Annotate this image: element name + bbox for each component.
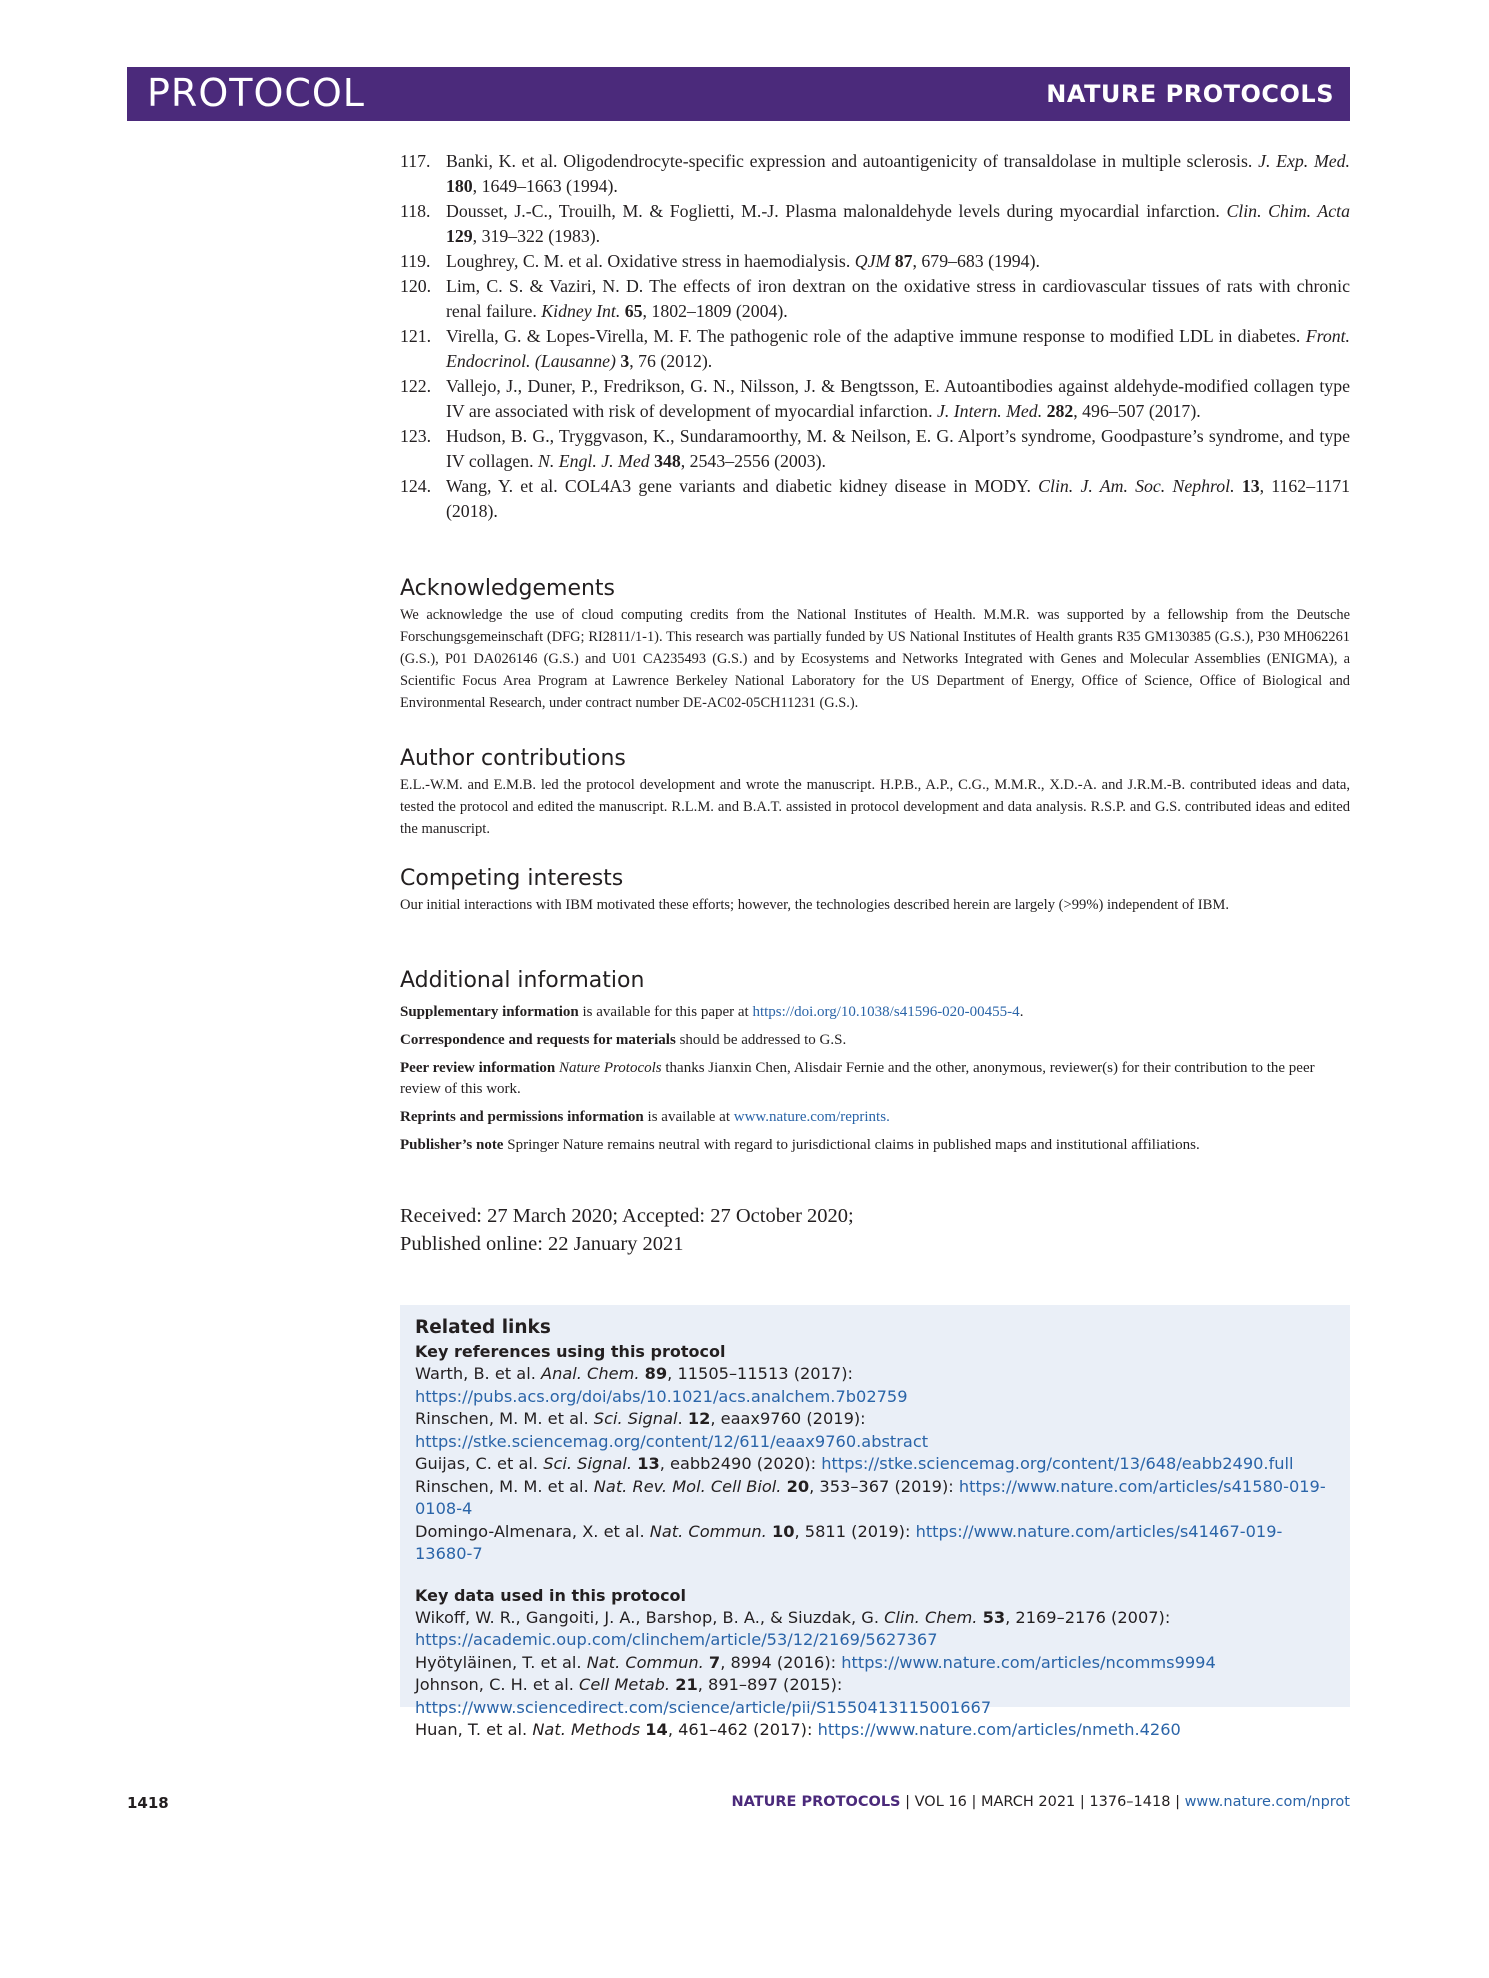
key-data-heading: Key data used in this protocol [415, 1585, 687, 1605]
reference-number: 119. [400, 251, 431, 271]
key-references-list [415, 1363, 1335, 1566]
reprints-information: Reprints and permissions information is available at www.nature.com/reprints. [400, 1109, 890, 1125]
reference-number: 120. [400, 276, 432, 296]
correspondence: Correspondence and requests for materials should be addressed to G.S. [400, 1032, 847, 1048]
reference-item [400, 374, 1350, 424]
reference-link[interactable]: https://www.nature.com/articles/s41467-019-13680-7 [415, 1521, 1283, 1563]
reference-text: Virella, G. & Lopes-Virella, M. F. The pathogenic role of the adaptive immune response to modified LDL in diabetes. Front. Endocrinol. (Lausanne) 3, 76 (2012). [446, 326, 1350, 371]
footer-pages: 1376–1418 [1089, 1794, 1171, 1810]
key-data-list [415, 1607, 1335, 1742]
footer-citation: NATURE PROTOCOLS | VOL 16 | MARCH 2021 | 1376–1418 | www.nature.com/nprot [731, 1794, 1350, 1810]
publication-dates [400, 1202, 854, 1258]
additional-information [400, 1002, 1350, 1163]
reference-link[interactable]: https://stke.sciencemag.org/content/12/611/eaax9760.abstract [415, 1431, 929, 1451]
reference-number: 122. [400, 376, 432, 396]
related-link-item: Hyötyläinen, T. et al. Nat. Commun. 7, 8994 (2016): https://www.nature.com/articles/ncomms9994 [415, 1652, 1216, 1672]
author-contributions-heading: Author contributions [400, 746, 626, 771]
related-link-item: Guijas, C. et al. Sci. Signal. 13, eabb2490 (2020): https://stke.sciencemag.org/content/13/648/eabb2490.full [415, 1454, 1294, 1473]
publisher-note: Publisher’s note Springer Nature remains neutral with regard to jurisdictional claims in published maps and institutional affiliations. [400, 1137, 1200, 1153]
related-link-item: Huan, T. et al. Nat. Methods 14, 461–462 (2017): https://www.nature.com/articles/nmeth.4260 [415, 1720, 1181, 1739]
page-number: 1418 [127, 1794, 169, 1812]
reference-number: 121. [400, 326, 432, 346]
reference-link[interactable]: https://pubs.acs.org/doi/abs/10.1021/acs.analchem.7b02759 [415, 1386, 908, 1406]
reference-item [400, 249, 1350, 274]
footer-date: MARCH 2021 [980, 1794, 1076, 1810]
reference-item [400, 474, 1350, 524]
section-label: PROTOCOL [147, 71, 365, 115]
reference-text: Wang, Y. et al. COL4A3 gene variants and diabetic kidney disease in MODY. Clin. J. Am. Soc. Nephrol. 13, 1162–1171 (2018). [446, 476, 1350, 521]
peer-review-information: Peer review information Nature Protocols thanks Jianxin Chen, Alisdair Fernie and the other, anonymous, reviewer(s) for their contribution to the peer review of this work. [400, 1060, 1315, 1097]
reference-item [400, 149, 1350, 199]
related-links-heading: Related links [415, 1317, 551, 1338]
reference-link[interactable]: https://academic.oup.com/clinchem/article/53/12/2169/5627367 [415, 1630, 938, 1649]
reference-item [400, 199, 1350, 249]
supplementary-information: Supplementary information is available for this paper at https://doi.org/10.1038/s41596-020-00455-4. [400, 1004, 1024, 1020]
author-contributions-text: E.L.-W.M. and E.M.B. led the protocol development and wrote the manuscript. H.P.B., A.P., C.G., M.M.R., X.D.-A. and J.R.M.-B. contributed ideas and data, tested the protocol and edited the manuscript. R.L.M. and B.A.T. assisted in protocol development and data analysis. R.S.P. and G.S. contributed ideas and edited the manuscript. [400, 777, 1350, 837]
reference-text: Lim, C. S. & Vaziri, N. D. The effects of iron dextran on the oxidative stress in cardiovascular tissues of rats with chronic renal failure. Kidney Int. 65, 1802–1809 (2004). [446, 276, 1350, 321]
related-link-item: Domingo-Almenara, X. et al. Nat. Commun. 10, 5811 (2019): https://www.nature.com/articles/s41467-019-13680-7 [415, 1521, 1283, 1563]
reference-item [400, 324, 1350, 374]
footer-journal: NATURE PROTOCOLS [731, 1794, 901, 1810]
reference-link[interactable]: https://stke.sciencemag.org/content/13/648/eabb2490.full [821, 1454, 1294, 1473]
reference-link[interactable]: https://www.nature.com/articles/nmeth.4260 [817, 1720, 1181, 1739]
related-link-item: Rinschen, M. M. et al. Nat. Rev. Mol. Cell Biol. 20, 353–367 (2019): https://www.nature.com/articles/s41580-019-0108-4 [415, 1476, 1326, 1518]
reference-text: Loughrey, C. M. et al. Oxidative stress in haemodialysis. QJM 87, 679–683 (1994). [446, 251, 1040, 271]
reference-number: 117. [400, 151, 431, 171]
reference-text: Hudson, B. G., Tryggvason, K., Sundaramoorthy, M. & Neilson, E. G. Alport’s syndrome, Goodpasture’s syndrome, and type IV collagen. N. Engl. J. Med 348, 2543–2556 (2003). [446, 426, 1350, 471]
reference-number: 118. [400, 201, 431, 221]
reference-link[interactable]: https://www.sciencedirect.com/science/article/pii/S1550413115001667 [415, 1697, 992, 1717]
additional-information-heading: Additional information [400, 968, 645, 993]
related-link-item: Wikoff, W. R., Gangoiti, J. A., Barshop, B. A., & Siuzdak, G. Clin. Chem. 53, 2169–2176 (2007): https://academic.oup.com/clinchem/article/53/12/2169/5627367 [415, 1607, 1171, 1649]
key-references-heading: Key references using this protocol [415, 1342, 726, 1361]
received-accepted-dates: Received: 27 March 2020; Accepted: 27 October 2020; [400, 1205, 854, 1227]
published-online-date: Published online: 22 January 2021 [400, 1233, 684, 1255]
footer-volume: VOL 16 [914, 1794, 967, 1810]
reference-link[interactable]: https://www.nature.com/articles/ncomms9994 [841, 1652, 1216, 1672]
reference-number: 124. [400, 476, 432, 496]
related-link-item: Rinschen, M. M. et al. Sci. Signal. 12, eaax9760 (2019): https://stke.sciencemag.org/content/12/611/eaax9760.abstract [415, 1409, 929, 1451]
page-header [127, 67, 1350, 121]
reference-text: Banki, K. et al. Oligodendrocyte-specific expression and autoantigenicity of transaldolase in multiple sclerosis. J. Exp. Med. 180, 1649–1663 (1994). [446, 151, 1351, 196]
reference-link[interactable]: https://www.nature.com/articles/s41580-019-0108-4 [415, 1476, 1326, 1518]
footer-url[interactable]: www.nature.com/nprot [1184, 1794, 1350, 1810]
reference-list [400, 149, 1350, 524]
supplementary-link[interactable]: https://doi.org/10.1038/s41596-020-00455-4 [752, 1004, 1020, 1020]
reference-text: Vallejo, J., Duner, P., Fredrikson, G. N., Nilsson, J. & Bengtsson, E. Autoantibodies against aldehyde-modified collagen type IV are associated with risk of development of myocardial infarction. J. Intern. Med. 282, 496–507 (2017). [446, 376, 1350, 421]
acknowledgements-heading: Acknowledgements [400, 576, 616, 601]
reprints-link[interactable]: www.nature.com/reprints. [733, 1109, 890, 1125]
acknowledgements-text: We acknowledge the use of cloud computing credits from the National Institutes of Health. M.M.R. was supported by a fellowship from the Deutsche Forschungsgemeinschaft (DFG; RI2811/1-1). This research was partially funded by US National Institutes of Health grants R35 GM130385 (G.S.), P30 MH062261 (G.S.), P01 DA026146 (G.S.) and U01 CA235493 (G.S.) and by Ecosystems and Networks Integrated with Genes and Molecular Assemblies (ENIGMA), a Scientific Focus Area Program at Lawrence Berkeley National Laboratory for the US Department of Energy, Office of Science, Office of Biological and Environmental Research, under contract number DE-AC02-05CH11231 (G.S.). [400, 607, 1350, 711]
reference-item [400, 424, 1350, 474]
related-links-box [400, 1305, 1350, 1739]
journal-name: NATURE PROTOCOLS [1046, 80, 1334, 108]
reference-item [400, 274, 1350, 324]
reference-number: 123. [400, 426, 432, 446]
competing-interests-heading: Competing interests [400, 866, 624, 891]
related-link-item: Johnson, C. H. et al. Cell Metab. 21, 891–897 (2015): https://www.sciencedirect.com/science/article/pii/S1550413115001667 [415, 1675, 992, 1717]
competing-interests-text: Our initial interactions with IBM motivated these efforts; however, the technologies described herein are largely (>99%) independent of IBM. [400, 897, 1229, 913]
reference-text: Dousset, J.-C., Trouilh, M. & Foglietti, M.-J. Plasma malonaldehyde levels during myocardial infarction. Clin. Chim. Acta 129, 319–322 (1983). [446, 201, 1350, 246]
related-link-item: Warth, B. et al. Anal. Chem. 89, 11505–11513 (2017): https://pubs.acs.org/doi/abs/10.1021/acs.analchem.7b02759 [415, 1364, 908, 1406]
